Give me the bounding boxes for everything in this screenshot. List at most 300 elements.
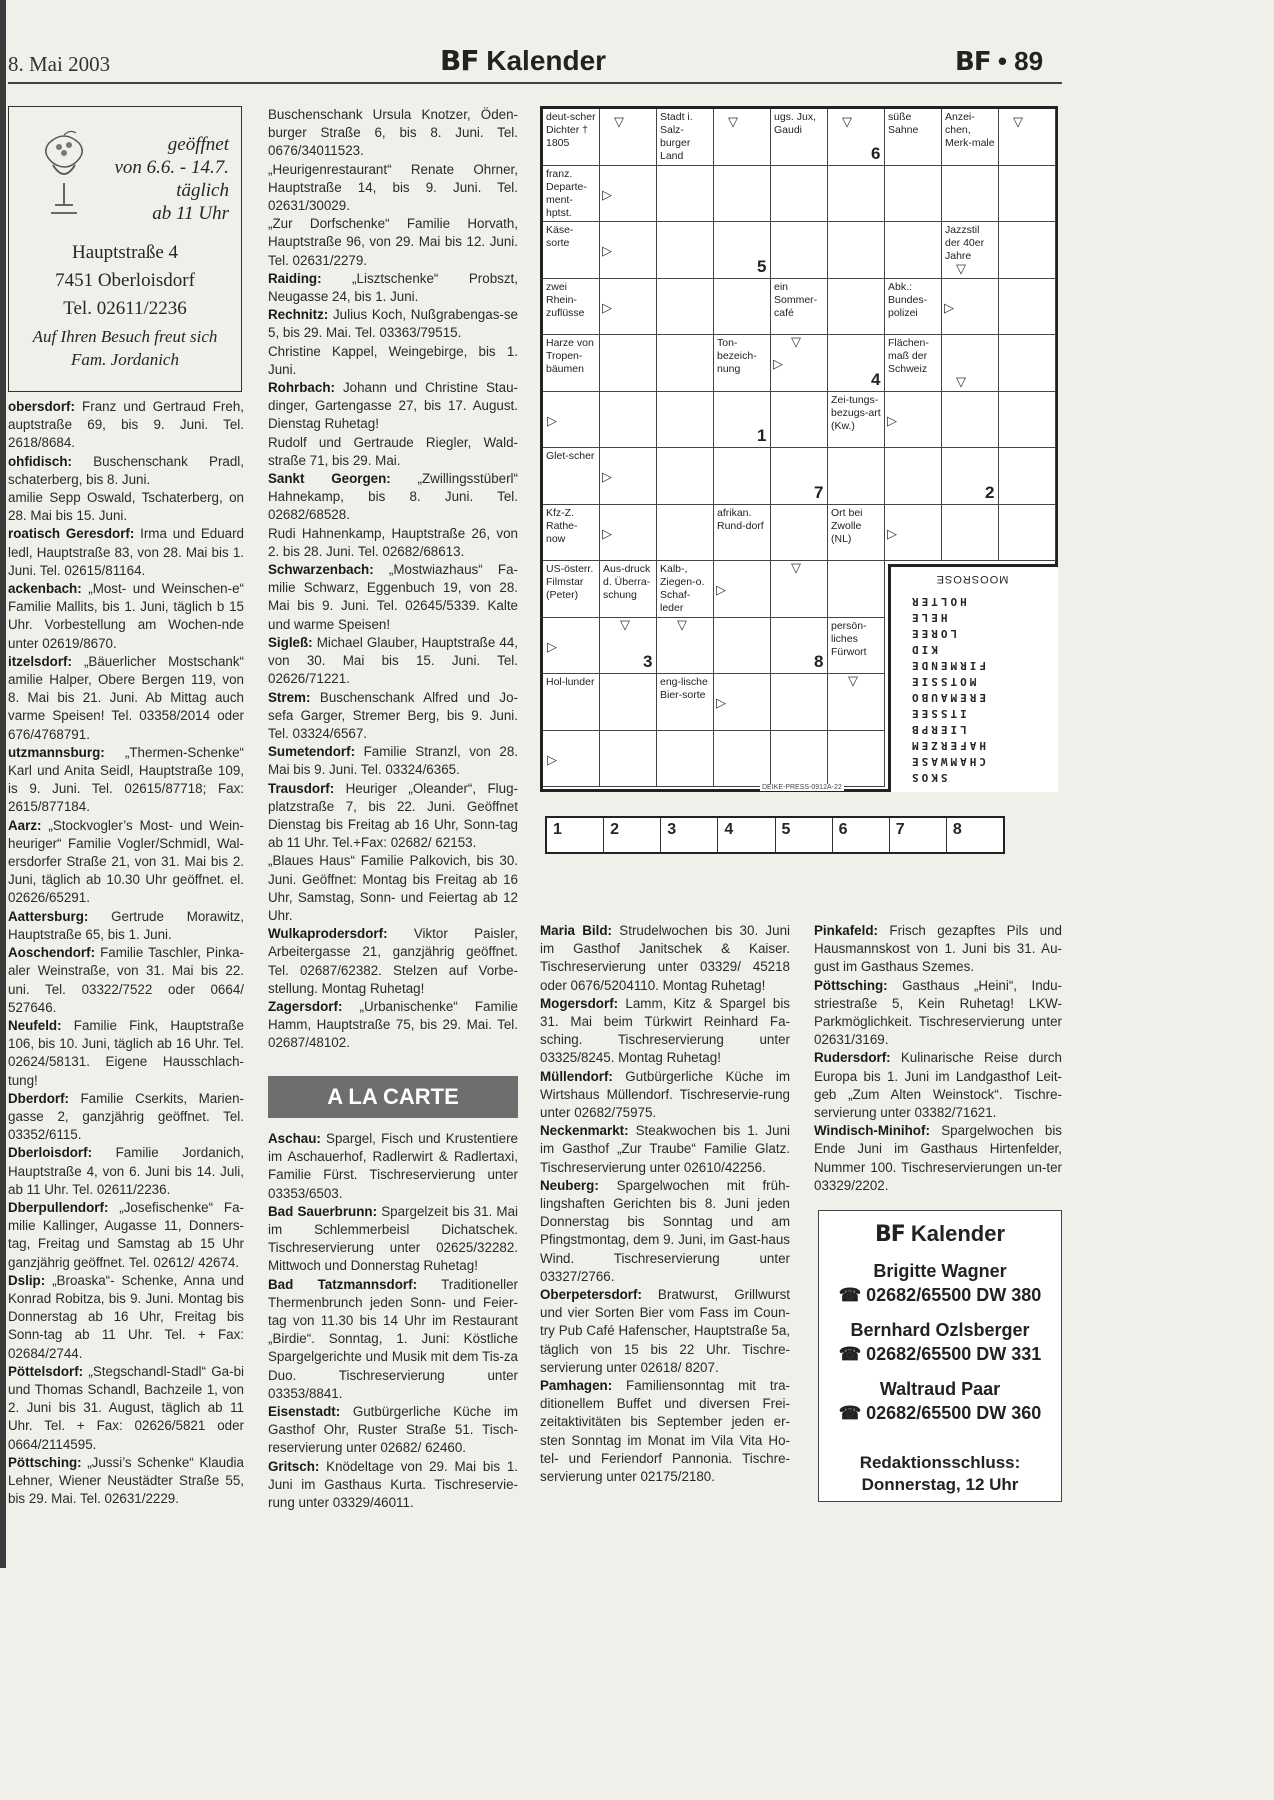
crossword-cell[interactable]: [657, 392, 714, 449]
goblet-icon: [29, 125, 99, 225]
crossword-cell[interactable]: [828, 166, 885, 223]
listing-entry: [268, 434, 518, 470]
crossword-clue: franz. Departe-ment-hptst.: [543, 166, 600, 223]
entry-text: „Stockvogler’s Most- und Wein-heuriger“ Familie Vogler/Schmidl, Wal-ersdorfer Straße 21, von 31. Mai bis 2. Juni, täglich ab 10.30 Uhr geöffnet. el. 02626/65291.: [8, 817, 244, 906]
entry-text: „Broaska“- Schenke, Anna und Konrad Robitza, bis 9. Juni. Montag bis Donnerstag ab 16 Uhr, Freitag bis Sonn-tag ab 11 Uhr. Tel. + Fax: 02684/2744.: [8, 1272, 244, 1361]
crossword-cell[interactable]: [771, 392, 828, 449]
crossword-clue: süße Sahne: [885, 109, 942, 166]
place-name: Sankt Georgen:: [268, 471, 391, 487]
answer-strip: [545, 816, 1005, 854]
entry-text: Familiensonntag mit tra-ditionellem Buffet und diversen Frei-zeitaktivitäten bis September jeden er-sten Sonntag im Monat im Vila Vita Ho-tel- und Feriendorf Pannonia. Tischre-servierung unter 02175/2180.: [540, 1378, 790, 1485]
ad-line: ab 11 Uhr: [152, 203, 229, 224]
place-name: Raiding:: [268, 270, 322, 286]
crossword-credit: DEIKE-PRESS-0912A-22: [762, 784, 842, 791]
place-name: Rudersdorf:: [814, 1050, 891, 1066]
crossword-cell[interactable]: [942, 392, 999, 449]
arrow-right-icon: ▷: [602, 469, 612, 484]
arrow-down-icon: ▽: [677, 616, 687, 632]
arrow-down-icon: ▽: [848, 673, 858, 688]
entry-text: Julius Koch, Nußgrabengas-se 5, bis 29. Mai. Tel. 03363/79515.: [268, 307, 518, 341]
answer-slot[interactable]: 8: [952, 821, 962, 838]
place-name: Müllendorf:: [540, 1068, 613, 1084]
place-name: Neuberg:: [540, 1177, 599, 1193]
crossword-clue: Käse-sorte: [543, 222, 600, 279]
entry-text: Familie Taschler, Pinka-aler Weinstraße, von 31. Mai bis 22. uni. Tel. 03322/7522 oder 0664/ 527646.: [8, 945, 244, 1015]
listing-entry: [814, 977, 1062, 1050]
crossword-cell[interactable]: [999, 335, 1056, 392]
listing-entry: [268, 743, 518, 779]
listing-entry: [268, 306, 518, 342]
crossword-cell[interactable]: [600, 731, 657, 788]
crossword-cell[interactable]: [771, 731, 828, 788]
solution-row: MOTSSIE: [909, 675, 977, 688]
entry-text: Familie Jordanich, Hauptstraße 4, von 6. Juni bis 14. Juli, ab 11 Uhr. Tel. 02611/2236.: [8, 1145, 244, 1197]
place-name: Trausdorf:: [268, 780, 335, 796]
listing-entry: [8, 1199, 244, 1272]
crossword-cell[interactable]: [714, 166, 771, 223]
ad-address: [9, 239, 241, 323]
solution-row: ITSSEE: [909, 707, 967, 720]
place-name: itzelsdorf:: [8, 653, 72, 669]
place-name: Gritsch:: [268, 1458, 320, 1474]
entry-text: „Mostwiazhaus“ Fa-milie Schwarz, Eggenbuch 19, von 28. Mai bis 9. Juni. Tel. 02645/5339. Kalte und warme Speisen!: [268, 562, 518, 632]
ad-line: von 6.6. - 14.7.: [114, 157, 229, 178]
listing-entry: [8, 1017, 244, 1090]
place-name: Zagersdorf:: [268, 998, 343, 1014]
phone-number: 02682/65500 DW 380: [866, 1285, 1042, 1305]
listing-entry: [540, 1286, 790, 1377]
crossword-cell[interactable]: [999, 166, 1056, 223]
solution-row: LIERPB: [909, 723, 967, 736]
solution-number: 2: [985, 482, 995, 502]
alacarte-column: [268, 1130, 518, 1512]
crossword-cell[interactable]: [714, 731, 771, 788]
listing-entry: [8, 1363, 244, 1454]
ad-line: Fam. Jordanich: [71, 350, 179, 369]
brand-logo: BF: [955, 47, 991, 77]
arrow-right-icon: ▷: [547, 751, 557, 767]
page-number: [955, 46, 1043, 77]
answer-slot[interactable]: 7: [890, 818, 947, 852]
entry-text: „Urbanischenke“ Familie Hamm, Hauptstraße 75, bis 29. Mai. Tel. 02687/48102.: [268, 998, 518, 1051]
listing-entry: [268, 343, 518, 379]
phone-number: 02682/65500 DW 331: [866, 1344, 1042, 1364]
listing-entry: [540, 995, 790, 1068]
contact-phone: [819, 1344, 1061, 1365]
ad-greeting: [9, 325, 241, 371]
place-name: Rohrbach:: [268, 380, 335, 396]
listing-column-3: [540, 922, 790, 1486]
crossword-cell[interactable]: [828, 448, 885, 505]
phone-icon: ☎: [838, 1344, 867, 1364]
place-name: Pinkafeld:: [814, 923, 878, 938]
entry-text: Buschenschank Alfred und Jo-sefa Garger, Stremer Berg, bis 9. Juni. Tel. 03324/6567.: [268, 689, 518, 741]
place-name: Aarz:: [8, 817, 42, 833]
crossword-clue: Hol-lunder: [543, 674, 600, 731]
page-number-value: 89: [1014, 46, 1044, 76]
ad-line: Auf Ihren Besuch freut sich: [32, 327, 218, 346]
place-name: Pöttsching:: [814, 977, 888, 993]
entry-text: Familie Cserkits, Marien-gasse 2, ganzjährig geöffnet. Tel. 03352/6115.: [8, 1090, 244, 1143]
arrow-right-icon: ▷: [602, 299, 612, 315]
brand-logo: BF: [440, 44, 479, 77]
entry-text: Traditioneller Thermenbrunch jeden Sonn- und Feier-tag von 11.30 bis 14 Uhr im Restaurant „Birdie“. Sonntag, 1. Juni: Köstliche Spargelgerichte und Musik mit dem Tis-za Duo. Tischreservierung unter 03353/8841.: [268, 1276, 518, 1401]
listing-entry: [268, 689, 518, 744]
solution-row: KID: [909, 643, 938, 656]
listing-entry: [268, 634, 518, 689]
solution-number: 7: [814, 482, 824, 502]
crossword-cell[interactable]: [999, 222, 1056, 279]
place-name: ohfidisch:: [8, 453, 72, 469]
deadline-label: Redaktionsschluss:: [859, 1453, 1021, 1472]
contact-name: Bernhard Ozlsberger: [850, 1320, 1030, 1340]
listing-entry: [540, 1122, 790, 1177]
section-name: Kalender: [486, 45, 607, 76]
crossword-cell[interactable]: [828, 561, 885, 618]
solution-row: LOREE: [909, 627, 958, 640]
crossword-cell[interactable]: [771, 166, 828, 223]
place-name: Aoschendorf:: [8, 945, 96, 961]
place-name: Dslip:: [8, 1272, 46, 1288]
listing-column-2: [268, 106, 518, 1053]
listing-entry: [8, 944, 244, 1017]
entry-text: Gertrude Morawitz, Hauptstraße 65, bis 1. Juni.: [8, 908, 244, 942]
crossword-clue: Kfz-Z. Rathe-now: [543, 505, 600, 562]
entry-text: Frisch gezapftes Pils und Hausmannskost von 1. Juni bis 31. Au-gust im Gasthaus Szemes.: [814, 923, 1062, 975]
arrow-down-icon: ▽: [728, 114, 738, 129]
crossword-cell[interactable]: [999, 448, 1056, 505]
crossword-cell[interactable]: [828, 279, 885, 336]
crossword-clue: Flächen-maß der Schweiz: [885, 335, 942, 392]
entry-text: Familie Fink, Hauptstraße 106, bis 10. Juni, täglich ab 16 Uhr. Tel. 02624/58131. Eigene Hausschlach-tung!: [8, 1017, 244, 1088]
crossword-clue: Abk.: Bundes-polizei: [885, 279, 942, 336]
crossword-cell[interactable]: [942, 166, 999, 223]
entry-text: Kulinarische Reise durch Europa bis 1. Juni im Landgasthof Leit-geb „Zum Alten Weinstock“. Tischre-servierung unter 03382/71621.: [814, 1050, 1062, 1121]
contact-name: Waltraud Paar: [879, 1379, 1001, 1399]
crossword-clue: Harze von Tropen-bäumen: [543, 335, 600, 392]
contact-title: [819, 1221, 1061, 1247]
solution-row: CHAMWASE: [909, 755, 986, 768]
entry-text: Heuriger „Oleander“, Flug-platzstraße 7, bis 22. Juni. Geöffnet Dienstag bis Freitag ab 16 Uhr, Sonn-tag ab 11 Uhr. Tel.+Fax: 02682/ 62153.: [268, 780, 518, 851]
arrow-right-icon: ▷: [716, 695, 726, 710]
arrow-right-icon: ▷: [887, 412, 897, 428]
crossword-cell[interactable]: [942, 505, 999, 562]
solution-row: HAFERZEM: [909, 739, 986, 752]
entry-text: Irma und Eduard ledl, Hauptstraße 83, von 28. Mai bis 1. Juni. Tel. 02615/81164.: [8, 526, 244, 578]
solution-number: 3: [643, 652, 653, 671]
crossword-clue: Anzei-chen, Merk-male: [942, 109, 999, 166]
place-name: Mogersdorf:: [540, 995, 619, 1011]
listing-entry: [268, 379, 518, 434]
listing-entry: [8, 1144, 244, 1199]
entry-text: Spargelwochen mit früh-lingshaften Gerichten bis 8. Juni jeden Donnerstag bis Sonntag und am Pfingstmontag, dem 9. Juni, im Gast-haus Wind. Tischreservierung unter 03327/2766.: [540, 1177, 790, 1284]
listing-entry: [268, 925, 518, 998]
crossword-cell[interactable]: [771, 505, 828, 562]
crossword-clue: US-österr. Filmstar (Peter): [543, 561, 600, 618]
solution-number: 4: [871, 369, 881, 389]
answer-slot[interactable]: 3: [661, 818, 718, 852]
ad-line: täglich: [176, 180, 229, 201]
listing-entry: [268, 161, 518, 216]
arrow-right-icon: ▷: [602, 243, 612, 258]
entry-text: Bratwurst, Grillwurst und vier Sorten Bier vom Fass im Coun-try Pub Café Hafenscher, Hauptstraße 5a, täglich von 15 bis 22 Uhr. Tischre-servierung unter 02618/ 8207.: [540, 1287, 790, 1375]
crossword-cell[interactable]: [600, 109, 657, 166]
solution-number: 5: [757, 256, 767, 276]
crossword-cell[interactable]: [657, 731, 714, 788]
crossword-cell[interactable]: [657, 222, 714, 279]
crossword-cell[interactable]: [885, 448, 942, 505]
crossword-cell[interactable]: [828, 731, 885, 788]
header-rule: [8, 82, 1062, 84]
place-name: Bad Tatzmannsdorf:: [268, 1276, 418, 1292]
entry-text: „Zur Dorfschenke“ Familie Horvath, Hauptstraße 96, von 29. Mai bis 12. Juni. Tel. 02631/2279.: [268, 216, 518, 268]
place-name: Strem:: [268, 689, 311, 705]
place-name: utzmannsburg:: [8, 744, 105, 760]
entry-text: Viktor Paisler, Arbeitergasse 21, ganzjährig geöffnet. Tel. 02687/62382. Stelzen auf Vorbe-stellung. Montag Ruhetag!: [268, 926, 518, 996]
listing-entry: [8, 1090, 244, 1145]
listing-entry: [268, 215, 518, 270]
crossword-clue: Jazzstil der 40er Jahre: [942, 222, 999, 279]
place-name: roatisch Geresdorf:: [8, 526, 135, 542]
crossword-cell[interactable]: [714, 448, 771, 505]
section-name: Kalender: [910, 1221, 1006, 1246]
entry-text: Knödeltage von 29. Mai bis 1. Juni im Gasthaus Kurta. Tischreservie-rung unter 03329/46011.: [268, 1458, 518, 1511]
place-name: Windisch-Minihof:: [814, 1123, 930, 1139]
crossword-cell[interactable]: [999, 109, 1056, 166]
crossword-cell[interactable]: [657, 279, 714, 336]
crossword-cell[interactable]: [600, 335, 657, 392]
place-name: Neufeld:: [8, 1017, 62, 1033]
listing-entry: [8, 580, 244, 653]
listing-entry: [8, 453, 244, 489]
entry-text: „Heurigenrestaurant“ Renate Ohrner, Hauptstraße 14, bis 9. Juni. Tel. 02631/30029.: [268, 161, 518, 214]
arrow-right-icon: ▷: [716, 582, 726, 597]
crossword-cell[interactable]: [657, 335, 714, 392]
answer-slot[interactable]: 6: [833, 818, 890, 852]
solution-row: HELE: [909, 611, 948, 624]
place-name: Neckenmarkt:: [540, 1123, 629, 1139]
entry-text: Michael Glauber, Hauptstraße 44, von 30. Mai bis 15. Juni. Tel. 02626/71221.: [268, 634, 518, 687]
entry-text: Lamm, Kitz & Spargel bis 31. Mai beim Türkwirt Reinhard Fa-sching. Tischreservierung unter 03325/8245. Montag Ruhetag!: [540, 995, 790, 1066]
solution-number: 1: [757, 426, 767, 445]
listing-column-4: [814, 922, 1062, 1195]
entry-text: „Lisztschenke“ Probszt, Neugasse 24, bis 1. Juni.: [268, 270, 518, 305]
arrow-right-icon: ▷: [602, 525, 612, 541]
entry-text: Johann und Christine Stau-dinger, Gartengasse 27, bis 17. August. Dienstag Ruhetag!: [268, 380, 518, 432]
place-name: Dberloisdorf:: [8, 1145, 93, 1161]
listing-entry: [268, 270, 518, 306]
listing-entry: [268, 998, 518, 1053]
entry-text: Buschenschank Pradl, schaterberg, bis 8. Juni.: [8, 453, 244, 487]
entry-text: „Blaues Haus“ Familie Palkovich, bis 30. Juni. Geöffnet: Montag bis Freitag ab 16 Uhr, Samstag, Sonn- und Feiertag ab 12 Uhr.: [268, 853, 518, 923]
ad-line: Hauptstraße 4: [71, 242, 179, 263]
solution-row: EREMAUBO: [909, 691, 986, 704]
arrow-right-icon: ▷: [887, 525, 897, 541]
phone-number: 02682/65500 DW 360: [866, 1403, 1042, 1423]
solution-number: 6: [871, 143, 881, 163]
entry-text: Christine Kappel, Weingebirge, bis 1. Juni.: [268, 343, 518, 377]
arrow-right-icon: ▷: [547, 412, 557, 428]
listing-entry: [268, 1403, 518, 1458]
contact-name: Brigitte Wagner: [873, 1261, 1007, 1281]
opening-hours: [114, 133, 229, 225]
contact-phone: [819, 1403, 1061, 1424]
solution-title: MOOSROSE: [935, 573, 1009, 585]
crossword-clue: persön-liches Fürwort: [828, 618, 885, 675]
answer-slot[interactable]: 2: [604, 818, 661, 852]
place-name: Oberpetersdorf:: [540, 1287, 642, 1303]
arrow-right-icon: ▷: [773, 356, 783, 371]
crossword-clue: eng-lische Bier-sorte: [657, 674, 714, 731]
listing-entry: [540, 1068, 790, 1123]
entry-text: Rudi Hahnenkamp, Hauptstraße 26, von 2. bis 28. Juni. Tel. 02682/68613.: [268, 525, 518, 559]
crossword-cell[interactable]: [771, 674, 828, 731]
entry-text: Gutbürgerliche Küche im Wirtshaus Müllendorf. Tischreservie-rung unter 02682/75975.: [540, 1068, 790, 1121]
brand-logo: BF: [874, 1222, 905, 1247]
crossword-cell[interactable]: [885, 166, 942, 223]
listing-entry: [8, 398, 244, 453]
crossword-cell[interactable]: [657, 505, 714, 562]
place-name: Pöttsching:: [8, 1454, 82, 1470]
crossword-clue: Ton-bezeich-nung: [714, 335, 771, 392]
answer-slot[interactable]: 4: [718, 818, 775, 852]
crossword-cell[interactable]: [828, 222, 885, 279]
listing-entry: [8, 653, 244, 744]
listing-entry: [814, 922, 1062, 977]
arrow-down-icon: ▽: [791, 560, 801, 575]
place-name: Sigleß:: [268, 634, 313, 650]
crossword-clue: Stadt i. Salz-burger Land: [657, 109, 714, 166]
listing-entry: [8, 908, 244, 944]
solution-row: HOLTER: [909, 595, 967, 608]
scan-edge: [0, 0, 6, 1568]
crossword-cell[interactable]: [657, 166, 714, 223]
entry-text: „Bäuerlicher Mostschank“ amilie Halper, Obere Bergen 119, von 8. Mai bis 21. Juni. Ab Mittag auch varme Speisen! Tel. 03358/2014 oder 676/4768791.: [8, 653, 244, 742]
crossword-cell[interactable]: [657, 448, 714, 505]
crossword-cell[interactable]: [942, 335, 999, 392]
crossword-cell[interactable]: [714, 618, 771, 675]
place-name: Pamhagen:: [540, 1378, 613, 1394]
arrow-down-icon: ▽: [620, 616, 630, 632]
ad-box: [8, 106, 242, 392]
arrow-right-icon: ▷: [602, 186, 612, 202]
listing-entry: [268, 852, 518, 925]
crossword-cell[interactable]: [999, 505, 1056, 562]
deadline-value: Donnerstag, 12 Uhr: [861, 1475, 1019, 1494]
place-name: Aattersburg:: [8, 908, 89, 924]
entry-text: „Josefischenke“ Fa-milie Kallinger, Augasse 11, Donners-tag, Freitag und Samstag ab 15 Uhr ganzjährig geöffnet. Tel. 02612/ 42674.: [8, 1199, 244, 1270]
listing-entry: [268, 561, 518, 634]
place-name: Sumetendorf:: [268, 744, 356, 760]
ad-line: 7451 Oberloisdorf: [55, 270, 195, 291]
arrow-down-icon: ▽: [791, 334, 801, 349]
crossword-cell[interactable]: [999, 392, 1056, 449]
place-name: Maria Bild:: [540, 923, 613, 938]
place-name: Bad Sauerbrunn:: [268, 1203, 378, 1219]
place-name: Dberdorf:: [8, 1090, 69, 1106]
entry-text: amilie Sepp Oswald, Tschaterberg, on 28. Mai bis 15. Juni.: [8, 490, 244, 524]
solution-row: FIRMENDE: [909, 659, 986, 672]
place-name: obersdorf:: [8, 399, 75, 414]
answer-slot[interactable]: 5: [776, 818, 833, 852]
listing-entry: [814, 1049, 1062, 1122]
place-name: ackenbach:: [8, 581, 82, 597]
answer-slot[interactable]: 1: [547, 818, 604, 852]
crossword-cell[interactable]: [714, 109, 771, 166]
listing-entry: [540, 1177, 790, 1286]
crossword-cell[interactable]: [885, 222, 942, 279]
crossword-cell[interactable]: [600, 674, 657, 731]
listing-column-1: [8, 398, 244, 1508]
place-name: Wulkaprodersdorf:: [268, 926, 388, 942]
entry-text: „Jussi’s Schenke“ Klaudia Lehner, Wiener Neustädter Straße 55, bis 29. Mai. Tel. 02631/2229.: [8, 1454, 244, 1507]
arrow-down-icon: ▽: [842, 114, 852, 129]
entry-text: „Zwillingsstüberl“ Hahnekamp, bis 8. Juni. Tel. 02682/68528.: [268, 471, 518, 523]
crossword-clue: afrikan. Rund-dorf: [714, 505, 771, 562]
listing-entry: [8, 1454, 244, 1509]
solution-number: 8: [814, 652, 824, 671]
listing-entry: [8, 489, 244, 525]
crossword-clue: zwei Rhein-zuflüsse: [543, 279, 600, 336]
listing-entry: [268, 1276, 518, 1403]
crossword-clue: deut-scher Dichter † 1805: [543, 109, 600, 166]
listing-entry: [8, 1272, 244, 1363]
listing-entry: [268, 780, 518, 853]
entry-text: Spargelzeit bis 31. Mai im Schlemmerbeisl Dichatschek. Tischreservierung unter 02625/32282. Mittwoch und Donnerstag Ruhetag!: [268, 1203, 518, 1274]
entry-text: Gasthaus „Heini“, Indu-striestraße 5, Kein Ruhetag! LKW-Parkmöglichkeit. Tischreservierung unter 02631/3169.: [814, 977, 1062, 1048]
arrow-right-icon: ▷: [944, 299, 954, 315]
entry-text: Strudelwochen bis 30. Juni im Gasthof Janitschek & Kaiser. Tischreservierung unter 03329/ 45218 oder 0676/5204110. Montag Ruhetag!: [540, 923, 791, 993]
crossword-cell[interactable]: [714, 279, 771, 336]
entry-text: Franz und Gertraud Freh, auptstraße 69, bis 9. Juni. Tel. 2618/8684.: [8, 399, 244, 451]
entry-text: Gutbürgerliche Küche im Gasthof Ohr, Ruster Straße 51. Tisch-reservierung unter 02682/ 62460.: [268, 1404, 518, 1456]
arrow-down-icon: ▽: [956, 374, 966, 389]
entry-text: „Most- und Weinschen-e“ Familie Mallits, bis 1. Juni, täglich b 15 Uhr. Vorbestellung am Wochen-nde unter 02619/8670.: [8, 581, 244, 651]
contact-phone: [819, 1285, 1061, 1306]
ad-line: Tel. 02611/2236: [63, 298, 187, 319]
listing-entry: [8, 525, 244, 580]
crossword-clue: ugs. Jux, Gaudi: [771, 109, 828, 166]
place-name: Schwarzenbach:: [268, 562, 374, 578]
listing-entry: [268, 106, 518, 161]
place-name: Eisenstadt:: [268, 1404, 341, 1420]
page-title: [440, 44, 606, 77]
crossword-cell[interactable]: [999, 279, 1056, 336]
arrow-down-icon: ▽: [956, 261, 966, 276]
arrow-right-icon: ▷: [547, 638, 557, 654]
ad-line: geöffnet: [167, 134, 229, 155]
listing-entry: [540, 922, 790, 995]
phone-icon: ☎: [838, 1285, 867, 1305]
crossword-clue: Glet-scher: [543, 448, 600, 505]
arrow-down-icon: ▽: [1013, 114, 1023, 129]
crossword-clue: ein Sommer-café: [771, 279, 828, 336]
contact-box: [818, 1210, 1062, 1502]
entry-text: Buschenschank Ursula Knotzer, Öden-burger Straße 6, bis 8. Juni. Tel. 0676/34011523.: [268, 107, 518, 159]
place-name: Rechnitz:: [268, 307, 329, 323]
separator: •: [997, 46, 1007, 76]
place-name: Aschau:: [268, 1131, 321, 1146]
entry-text: „Stegschandl-Stadl“ Ga-bi und Thomas Schandl, Bachzeile 1, von 2. Juni bis 31. August, täglich ab 11 Uhr. Tel. + Fax: 02626/5821 oder 0664/2114595.: [8, 1363, 244, 1452]
crossword-cell[interactable]: [771, 222, 828, 279]
entry-text: Spargel, Fisch und Krustentiere im Aschauerhof, Radlerwirt & Radlertaxi, Familie Fürst. Tischreservierung unter 03353/6503.: [268, 1131, 518, 1201]
section-heading: A LA CARTE: [268, 1076, 518, 1118]
listing-entry: [268, 525, 518, 561]
crossword-cell[interactable]: [600, 392, 657, 449]
entry-text: „Thermen-Schenke“ Karl und Anita Seidl, Hauptstraße 109, is 9. Juni. Tel. 02615/87718; Fax: 2615/877184.: [8, 744, 244, 815]
crossword-solution: [888, 564, 1058, 792]
listing-entry: [540, 1377, 790, 1486]
